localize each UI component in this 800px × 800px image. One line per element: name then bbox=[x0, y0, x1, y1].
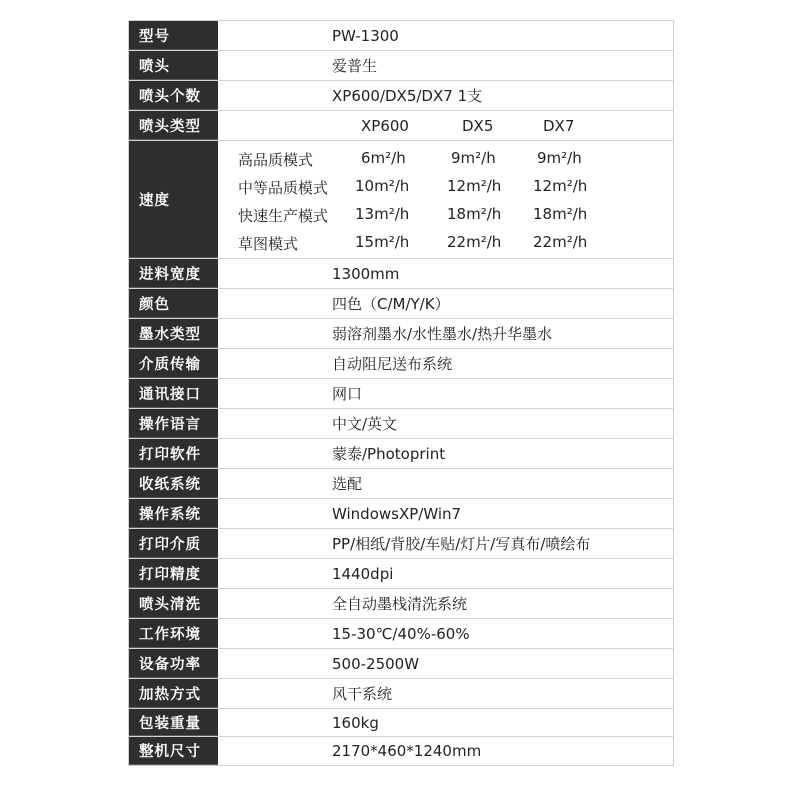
spec-row-head-cleaning bbox=[129, 589, 673, 619]
speed-mode-name: 中等品质模式 bbox=[238, 179, 329, 197]
speed-value: 9m²/h bbox=[451, 149, 496, 167]
row-label: 工作环境 bbox=[129, 619, 218, 648]
row-value: 1300mm bbox=[332, 264, 400, 283]
row-label: 设备功率 bbox=[129, 649, 218, 678]
spec-row-heating bbox=[129, 679, 673, 709]
row-label: 打印精度 bbox=[129, 559, 218, 588]
speed-value: 12m²/h bbox=[533, 177, 588, 195]
spec-row-dimensions bbox=[129, 737, 673, 765]
row-label: 颜色 bbox=[129, 289, 218, 318]
spec-row-interface bbox=[129, 379, 673, 409]
speed-value: 9m²/h bbox=[537, 149, 582, 167]
speed-value: 13m²/h bbox=[355, 205, 410, 223]
row-value: 全自动墨栈清洗系统 bbox=[332, 595, 468, 613]
row-value: 爱普生 bbox=[332, 57, 378, 75]
row-label: 包装重量 bbox=[129, 709, 218, 736]
row-label: 喷头清洗 bbox=[129, 589, 218, 618]
speed-value: 6m²/h bbox=[361, 149, 406, 167]
row-label: 喷头 bbox=[129, 51, 218, 80]
row-label: 墨水类型 bbox=[129, 319, 218, 348]
row-value: 自动阻尼送布系统 bbox=[332, 355, 453, 373]
spec-row-ink-type bbox=[129, 319, 673, 349]
row-label: 收纸系统 bbox=[129, 469, 218, 498]
row-value: 弱溶剂墨水/水性墨水/热升华墨水 bbox=[332, 325, 553, 343]
row-value: 风干系统 bbox=[332, 685, 393, 703]
row-label: 打印介质 bbox=[129, 529, 218, 558]
spec-row-software bbox=[129, 439, 673, 469]
row-label: 操作语言 bbox=[129, 409, 218, 438]
speed-value: 22m²/h bbox=[447, 233, 502, 251]
row-value: 1440dpi bbox=[332, 564, 394, 583]
spec-row-printhead bbox=[129, 51, 673, 81]
row-value: 2170*460*1240mm bbox=[332, 742, 482, 760]
spec-row-media-transport bbox=[129, 349, 673, 379]
row-value: 500-2500W bbox=[332, 654, 420, 673]
row-value: 15-30℃/40%-60% bbox=[332, 624, 470, 643]
row-value: 四色（C/M/Y/K） bbox=[332, 295, 450, 313]
speed-value: 10m²/h bbox=[355, 177, 410, 195]
row-label: 操作系统 bbox=[129, 499, 218, 528]
row-value: XP600/DX5/DX7 1支 bbox=[332, 87, 483, 105]
spec-row-resolution bbox=[129, 559, 673, 589]
row-label: 介质传输 bbox=[129, 349, 218, 378]
row-label: 速度 bbox=[129, 141, 218, 258]
speed-mode-name: 快速生产模式 bbox=[238, 207, 329, 225]
row-value: PP/相纸/背胶/车贴/灯片/写真布/喷绘布 bbox=[332, 535, 591, 553]
row-value: PW-1300 bbox=[332, 26, 399, 45]
spec-row-media bbox=[129, 529, 673, 559]
spec-row-take-up bbox=[129, 469, 673, 499]
row-label: 进料宽度 bbox=[129, 259, 218, 288]
spec-row-head-count bbox=[129, 81, 673, 111]
row-value: 选配 bbox=[332, 475, 363, 493]
head-type-dx7: DX7 bbox=[543, 117, 575, 135]
row-label: 喷头类型 bbox=[129, 111, 218, 140]
speed-value: 18m²/h bbox=[447, 205, 502, 223]
spec-row-color bbox=[129, 289, 673, 319]
row-label: 整机尺寸 bbox=[129, 737, 218, 765]
row-label: 通讯接口 bbox=[129, 379, 218, 408]
spec-row-environment bbox=[129, 619, 673, 649]
row-label: 加热方式 bbox=[129, 679, 218, 708]
spec-row-speed bbox=[129, 141, 673, 259]
row-value: 蒙泰/Photoprint bbox=[332, 445, 446, 463]
speed-mode-name: 草图模式 bbox=[238, 235, 299, 253]
spec-row-language bbox=[129, 409, 673, 439]
speed-value: 12m²/h bbox=[447, 177, 502, 195]
row-label: 型号 bbox=[129, 21, 218, 50]
row-value: WindowsXP/Win7 bbox=[332, 504, 462, 523]
spec-row-feed-width bbox=[129, 259, 673, 289]
spec-row-weight bbox=[129, 709, 673, 737]
spec-row-os bbox=[129, 499, 673, 529]
spec-row-head-type bbox=[129, 111, 673, 141]
speed-value: 22m²/h bbox=[533, 233, 588, 251]
spec-row-model bbox=[129, 21, 673, 51]
head-type-xp600: XP600 bbox=[361, 117, 409, 135]
row-value: 中文/英文 bbox=[332, 415, 398, 433]
head-type-dx5: DX5 bbox=[462, 117, 494, 135]
spec-row-power bbox=[129, 649, 673, 679]
row-label: 喷头个数 bbox=[129, 81, 218, 110]
speed-mode-name: 高品质模式 bbox=[238, 151, 314, 169]
row-label: 打印软件 bbox=[129, 439, 218, 468]
speed-value: 18m²/h bbox=[533, 205, 588, 223]
speed-value: 15m²/h bbox=[355, 233, 410, 251]
spec-table bbox=[128, 20, 674, 766]
row-value: 160kg bbox=[332, 713, 379, 732]
row-value: 网口 bbox=[332, 385, 363, 403]
